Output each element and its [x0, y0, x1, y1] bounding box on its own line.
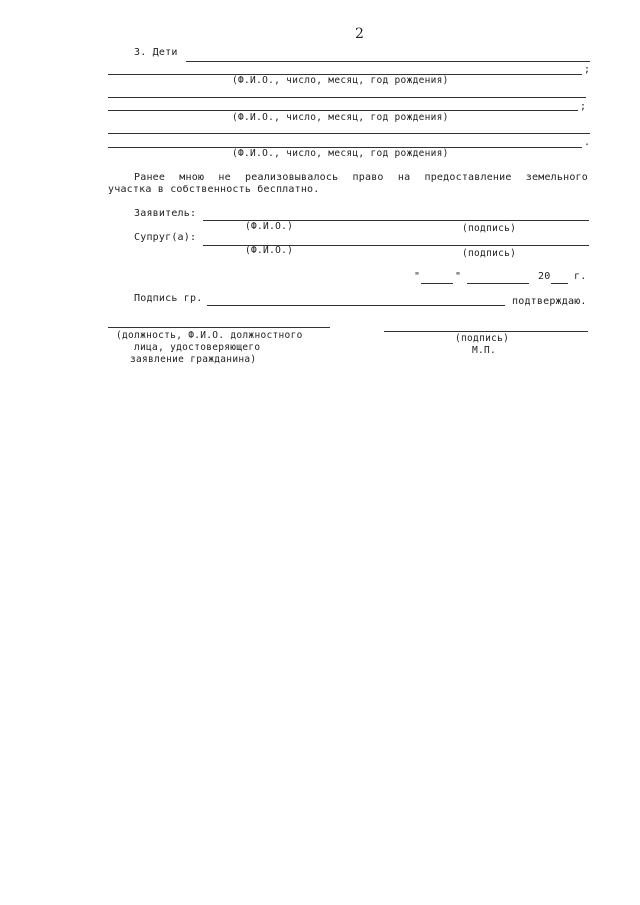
date-day-line — [421, 283, 453, 284]
date-quote-open: " — [414, 271, 421, 282]
statement-line-2: участка в собственность бесплатно. — [108, 184, 320, 195]
applicant-sign-caption: (подпись) — [462, 223, 517, 234]
children-line-end-1: ; — [584, 64, 591, 75]
confirmation-suffix: подтверждаю. — [512, 296, 587, 307]
children-caption-1: (Ф.И.О., число, месяц, год рождения) — [232, 75, 449, 86]
official-sign-line — [384, 331, 588, 332]
spouse-sign-caption: (подпись) — [462, 248, 517, 259]
official-line — [108, 327, 330, 328]
children-line-3a — [108, 133, 590, 134]
children-caption-3: (Ф.И.О., число, месяц, год рождения) — [232, 148, 449, 159]
confirmation-prefix: Подпись гр. — [134, 293, 203, 304]
children-caption-2: (Ф.И.О., число, месяц, год рождения) — [232, 112, 449, 123]
children-line-1a — [186, 61, 590, 62]
confirmation-line — [207, 305, 505, 306]
children-line-end-3: . — [584, 137, 591, 148]
date-quote-close: " — [455, 271, 462, 282]
spouse-label: Супруг(а): — [134, 232, 197, 243]
official-caption-3: заявление гражданина) — [130, 354, 257, 365]
page-number: 2 — [355, 26, 364, 42]
official-stamp: М.П. — [472, 345, 497, 356]
official-caption-1: (должность, Ф.И.О. должностного — [116, 330, 303, 341]
official-caption-2: лица, удостоверяющего — [134, 342, 261, 353]
date-year-prefix: 20 — [538, 271, 551, 282]
spouse-fio-caption: (Ф.И.О.) — [245, 245, 294, 256]
date-month-line — [467, 283, 529, 284]
official-sign-caption: (подпись) — [455, 333, 510, 344]
children-line-end-2: ; — [580, 101, 587, 112]
children-line-2b — [108, 110, 578, 111]
children-line-2a — [108, 97, 586, 98]
children-label: 3. Дети — [134, 47, 178, 58]
date-year-line — [551, 283, 568, 284]
statement-line-1: Ранее мною не реализовывалось право на предоставление земельного — [134, 172, 588, 183]
date-year-suffix: г. — [574, 271, 587, 282]
applicant-fio-caption: (Ф.И.О.) — [245, 221, 294, 232]
applicant-label: Заявитель: — [134, 208, 197, 219]
